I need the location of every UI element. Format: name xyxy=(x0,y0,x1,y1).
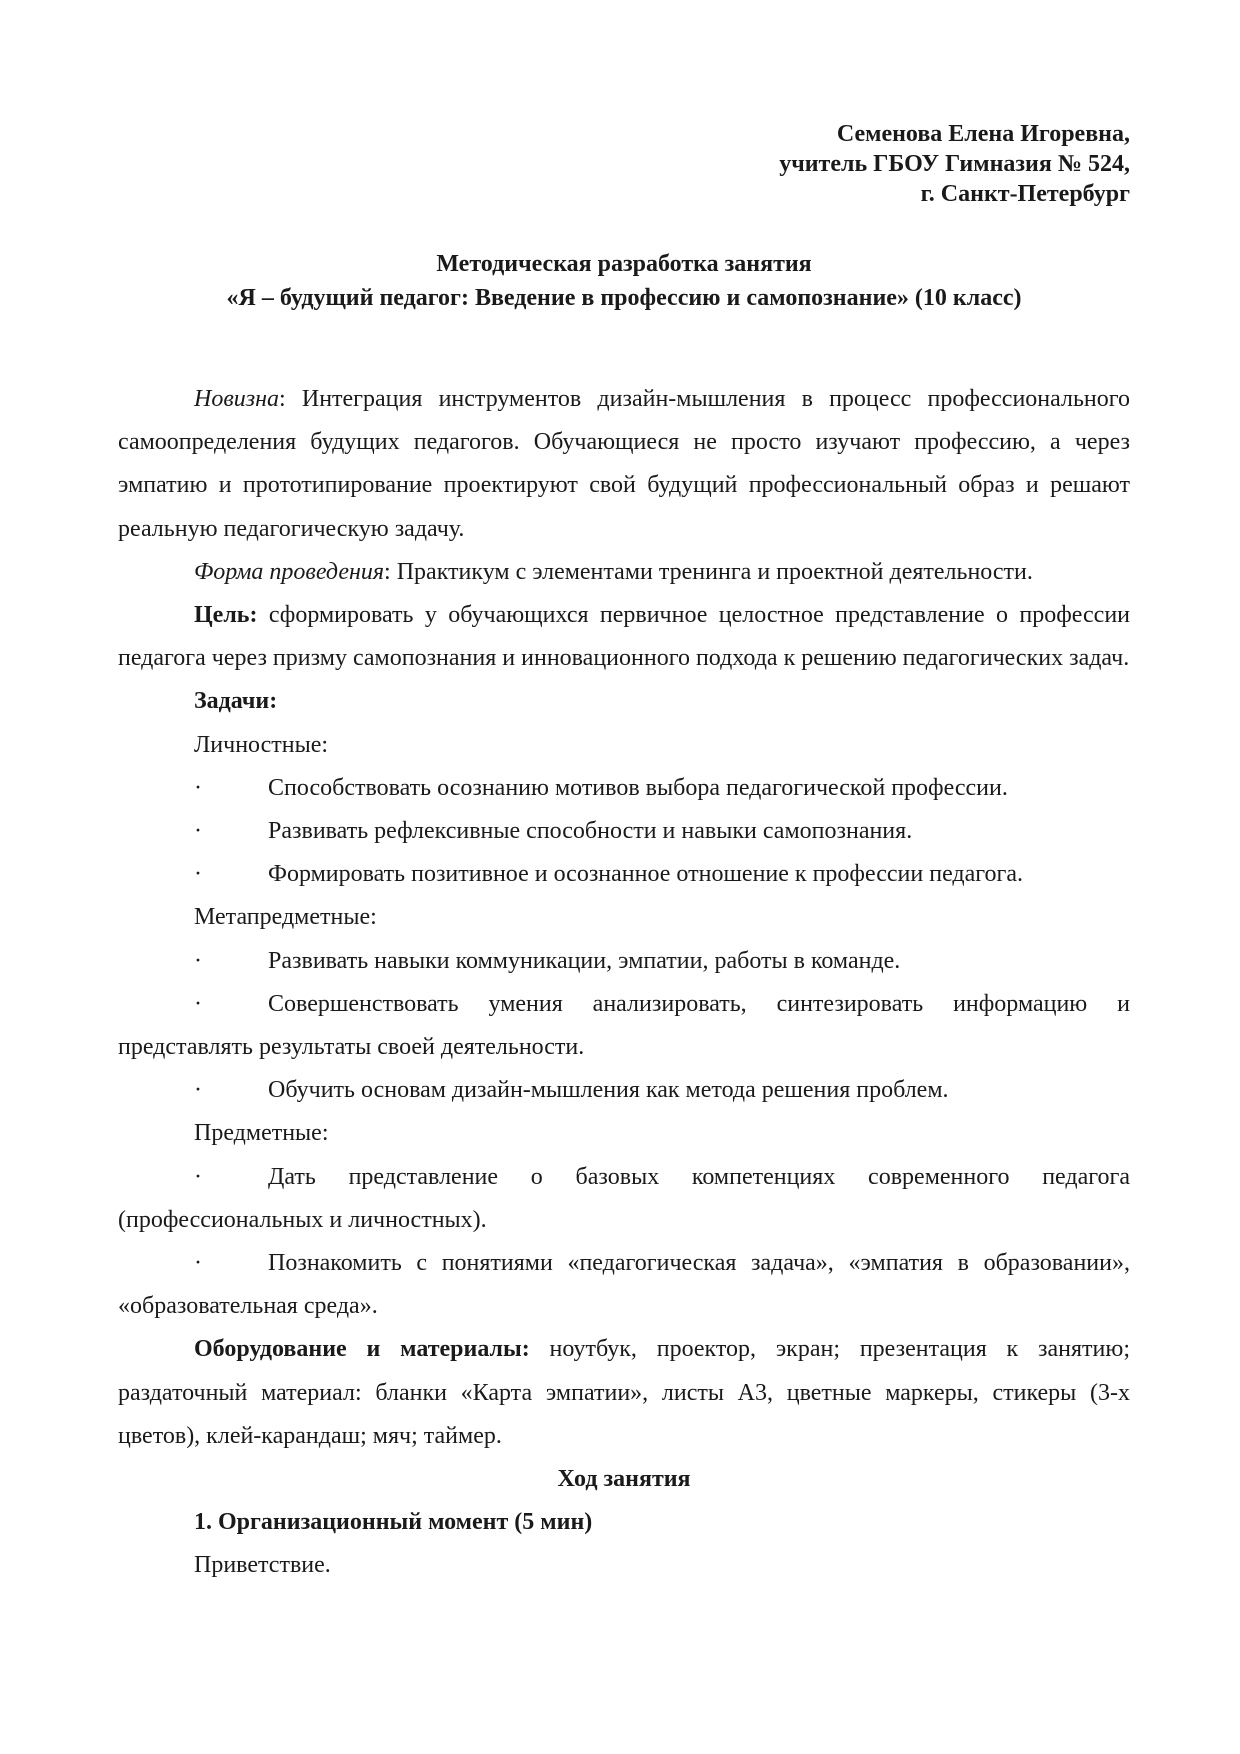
document-title xyxy=(118,249,1130,313)
list-item-text: Формировать позитивное и осознанное отношение к профессии педагога. xyxy=(268,861,1024,888)
author-position: учитель ГБОУ Гимназия № 524, xyxy=(779,151,1130,177)
tasks-heading: Задачи: xyxy=(194,688,278,715)
title-line-2: «Я – будущий педагог: Введение в профессию и самопознание» (10 класс) xyxy=(226,285,1022,311)
equipment-paragraph xyxy=(118,1328,1130,1458)
novelty-label: Новизна xyxy=(194,386,280,412)
bullet-mark: · xyxy=(194,861,202,888)
equipment-label: Оборудование и материалы: xyxy=(194,1336,530,1363)
bullet-mark: · xyxy=(194,1077,202,1104)
course-heading: Ход занятия xyxy=(557,1466,691,1493)
novelty-paragraph xyxy=(118,378,1130,551)
bullet-mark: · xyxy=(194,990,202,1017)
greeting-text: Приветствие. xyxy=(194,1552,331,1579)
form-text: : Практикум с элементами тренинга и проектной деятельности. xyxy=(384,558,1033,585)
author-city: г. Санкт-Петербург xyxy=(920,181,1130,207)
novelty-text: : Интеграция инструментов дизайн-мышления в процесс профессионального самоопределения будущих педагогов. Обучающиеся не просто изучают профессию, а через эмпатию и прототипирование проектируют свой будущий профессиональный образ и решают реальную педагогическую задачу. xyxy=(118,386,1130,542)
list-item xyxy=(118,940,1130,983)
list-item xyxy=(118,1156,1130,1242)
equipment-text: ноутбук, проектор, экран; презентация к занятию; раздаточный материал: бланки «Карта эмпатии», листы А3, цветные маркеры, стикеры (3-х цветов), клей-карандаш; мяч; таймер. xyxy=(118,1336,1130,1449)
list-item-text: Совершенствовать умения анализировать, синтезировать информацию и представлять результаты своей деятельности. xyxy=(118,990,1130,1061)
goal-label: Цель: xyxy=(194,602,258,629)
list-item-text: Развивать навыки коммуникации, эмпатии, работы в команде. xyxy=(268,947,901,974)
list-item-text: Познакомить с понятиями «педагогическая задача», «эмпатия в образовании», «образовательная среда». xyxy=(118,1250,1130,1320)
list-item xyxy=(118,983,1130,1069)
bullet-mark: · xyxy=(194,1163,202,1190)
goal-paragraph xyxy=(118,594,1130,680)
meta-heading: Метапредметные: xyxy=(194,904,377,931)
bullet-mark: · xyxy=(194,818,202,845)
document-page xyxy=(118,0,1130,1754)
list-item-text: Способствовать осознанию мотивов выбора педагогической профессии. xyxy=(268,774,1008,801)
list-item xyxy=(118,1069,1130,1112)
list-item-text: Развивать рефлексивные способности и навыки самопознания. xyxy=(268,818,913,845)
bullet-mark: · xyxy=(194,947,202,974)
title-line-1: Методическая разработка занятия xyxy=(436,251,812,277)
list-item xyxy=(118,767,1130,810)
list-item xyxy=(118,810,1130,853)
list-item-text: Обучить основам дизайн-мышления как метода решения проблем. xyxy=(268,1077,949,1104)
list-item xyxy=(118,853,1130,896)
subject-heading: Предметные: xyxy=(194,1120,329,1147)
form-paragraph xyxy=(118,551,1130,594)
personal-heading: Личностные: xyxy=(194,731,329,758)
document-body xyxy=(118,378,1130,1588)
step-1-heading: 1. Организационный момент (5 мин) xyxy=(194,1509,593,1536)
author-block xyxy=(779,119,1130,209)
list-item xyxy=(118,1242,1130,1328)
form-label: Форма проведения xyxy=(194,558,385,585)
author-name: Семенова Елена Игоревна, xyxy=(836,121,1130,147)
bullet-mark: · xyxy=(194,774,202,801)
goal-text: сформировать у обучающихся первичное целостное представление о профессии педагога через призму самопознания и инновационного подхода к решению педагогических задач. xyxy=(118,602,1130,672)
bullet-mark: · xyxy=(194,1250,202,1277)
list-item-text: Дать представление о базовых компетенциях современного педагога (профессиональных и личностных). xyxy=(118,1163,1130,1233)
